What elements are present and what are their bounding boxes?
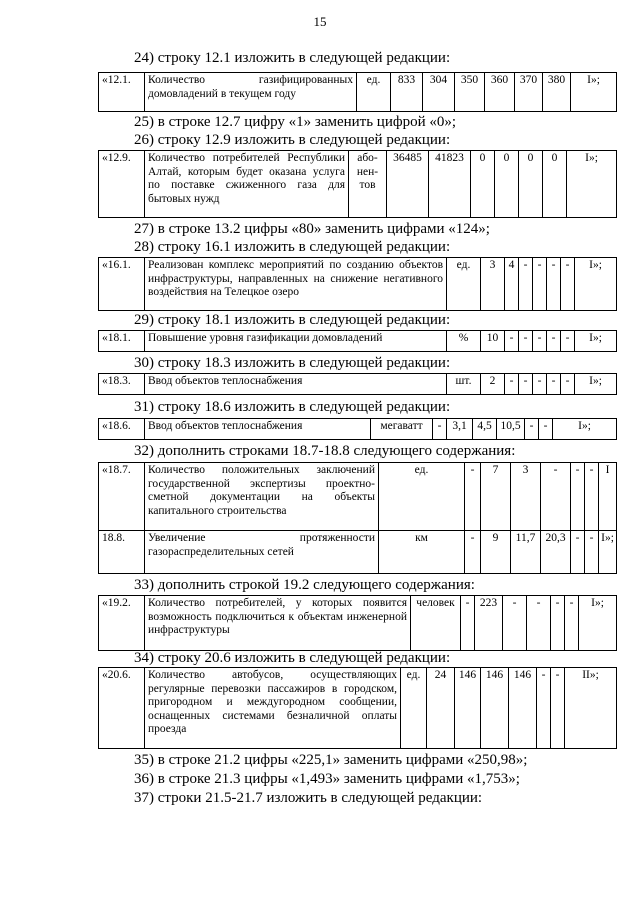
row-end: II»; <box>565 668 617 749</box>
value-3: 350 <box>455 73 485 112</box>
row-number: «12.1. <box>99 73 145 112</box>
value-3: - <box>519 331 533 352</box>
value-4: - <box>541 463 571 531</box>
value-2: - <box>505 331 519 352</box>
value-4: - <box>533 258 547 311</box>
value-4: - <box>533 331 547 352</box>
value-2: - <box>505 374 519 395</box>
row-end: I»; <box>599 531 617 574</box>
table-18-6 <box>98 418 617 440</box>
unit: або- нен- тов <box>349 151 387 218</box>
indicator-name: Количество потребителей, у которых появится возможность подключиться к объектам инженерной инфраструктуры <box>145 596 411 651</box>
value-2: 4 <box>505 258 519 311</box>
instruction-26: 26) строку 12.9 изложить в следующей редакции: <box>134 132 451 148</box>
indicator-name: Количество положительных заключений государственной экспертизы проектно-сметной документации на объекты капитального строительства <box>145 463 379 531</box>
value-6: - <box>561 331 575 352</box>
value-5: - <box>547 331 561 352</box>
instruction-28: 28) строку 16.1 изложить в следующей редакции: <box>134 239 451 255</box>
table-18-1 <box>98 330 617 352</box>
value-1: - <box>461 596 475 651</box>
value-6: - <box>565 596 579 651</box>
indicator-name: Ввод объектов теплоснабжения <box>145 419 371 440</box>
value-4: - <box>533 374 547 395</box>
value-6: - <box>585 463 599 531</box>
row-number: «20.6. <box>99 668 145 749</box>
unit: % <box>447 331 481 352</box>
value-4: 360 <box>485 73 515 112</box>
value-5: 370 <box>515 73 543 112</box>
row-end: I»; <box>575 374 617 395</box>
instruction-33: 33) дополнить строкой 19.2 следующего содержания: <box>134 577 475 593</box>
unit: ед. <box>357 73 391 112</box>
unit: человек <box>411 596 461 651</box>
value-5: - <box>547 258 561 311</box>
row-number: «18.1. <box>99 331 145 352</box>
row-end: I»; <box>567 151 617 218</box>
value-3: 0 <box>471 151 495 218</box>
row-number: «18.3. <box>99 374 145 395</box>
indicator-name: Количество газифицированных домовладений в текущем году <box>145 73 357 112</box>
value-2: 9 <box>481 531 511 574</box>
row-end: I»; <box>575 258 617 311</box>
value-1: 3 <box>481 258 505 311</box>
value-5: 0 <box>519 151 543 218</box>
table-row <box>99 151 617 218</box>
table-row <box>99 596 617 651</box>
row-number: «12.9. <box>99 151 145 218</box>
row-end: I»; <box>571 73 617 112</box>
value-3: - <box>503 596 527 651</box>
table-18-7-18-8 <box>98 462 617 574</box>
row-end: I»; <box>575 331 617 352</box>
value-3: 11,7 <box>511 531 541 574</box>
instruction-25: 25) в строке 12.7 цифру «1» заменить цифрой «0»; <box>134 114 457 130</box>
instruction-29: 29) строку 18.1 изложить в следующей редакции: <box>134 312 451 328</box>
value-3: - <box>519 258 533 311</box>
indicator-name: Реализован комплекс мероприятий по созданию объектов инфраструктуры, направленных на снижение негативного воздействия на Телецкое озеро <box>145 258 447 311</box>
table-19-2 <box>98 595 617 651</box>
value-4: 0 <box>495 151 519 218</box>
instruction-34: 34) строку 20.6 изложить в следующей редакции: <box>134 650 451 666</box>
value-6: - <box>561 374 575 395</box>
value-4: 10,5 <box>497 419 525 440</box>
value-2: 304 <box>423 73 455 112</box>
instruction-36: 36) в строке 21.3 цифры «1,493» заменить цифрами «1,753»; <box>134 771 520 787</box>
row-end: I <box>599 463 617 531</box>
unit: ед. <box>447 258 481 311</box>
table-row <box>99 374 617 395</box>
table-row <box>99 73 617 112</box>
indicator-name: Увеличение протяженности газораспределительных сетей <box>145 531 379 574</box>
unit: ед. <box>379 463 465 531</box>
value-5: - <box>537 668 551 749</box>
value-5: - <box>571 463 585 531</box>
table-row <box>99 668 617 749</box>
value-4: - <box>527 596 551 651</box>
value-1: 36485 <box>387 151 429 218</box>
table-12-1 <box>98 72 617 112</box>
row-end: I»; <box>579 596 617 651</box>
value-6: 380 <box>543 73 571 112</box>
value-5: - <box>571 531 585 574</box>
value-2: 3,1 <box>447 419 473 440</box>
table-row <box>99 531 617 574</box>
instruction-27: 27) в строке 13.2 цифры «80» заменить цифрами «124»; <box>134 221 490 237</box>
value-2: 7 <box>481 463 511 531</box>
unit: мегаватт <box>371 419 433 440</box>
value-3: - <box>519 374 533 395</box>
value-6: - <box>561 258 575 311</box>
row-number: «16.1. <box>99 258 145 311</box>
value-1: - <box>433 419 447 440</box>
row-number: 18.8. <box>99 531 145 574</box>
value-1: 2 <box>481 374 505 395</box>
value-3: 4,5 <box>473 419 497 440</box>
unit: шт. <box>447 374 481 395</box>
instruction-30: 30) строку 18.3 изложить в следующей редакции: <box>134 355 451 371</box>
table-18-3 <box>98 373 617 395</box>
table-16-1 <box>98 257 617 311</box>
table-row <box>99 258 617 311</box>
value-1: 833 <box>391 73 423 112</box>
indicator-name: Ввод объектов теплоснабжения <box>145 374 447 395</box>
instruction-35: 35) в строке 21.2 цифры «225,1» заменить цифрами «250,98»; <box>134 752 528 768</box>
table-row <box>99 419 617 440</box>
value-1: 10 <box>481 331 505 352</box>
value-1: 24 <box>427 668 455 749</box>
value-2: 146 <box>455 668 481 749</box>
instruction-32: 32) дополнить строками 18.7-18.8 следующего содержания: <box>134 443 516 459</box>
instruction-24: 24) строку 12.1 изложить в следующей редакции: <box>134 50 451 66</box>
table-row <box>99 331 617 352</box>
value-3: 3 <box>511 463 541 531</box>
instruction-31: 31) строку 18.6 изложить в следующей редакции: <box>134 399 451 415</box>
value-2: 223 <box>475 596 503 651</box>
page-number: 15 <box>313 14 327 29</box>
instruction-37: 37) строки 21.5-21.7 изложить в следующей редакции: <box>134 790 483 806</box>
value-6: - <box>585 531 599 574</box>
value-6: 0 <box>543 151 567 218</box>
value-1: - <box>465 463 481 531</box>
value-4: 20,3 <box>541 531 571 574</box>
value-6: - <box>551 668 565 749</box>
value-5: - <box>525 419 539 440</box>
table-12-9 <box>98 150 617 218</box>
value-2: 41823 <box>429 151 471 218</box>
value-5: - <box>551 596 565 651</box>
value-3: 146 <box>481 668 509 749</box>
table-row <box>99 463 617 531</box>
row-number: «19.2. <box>99 596 145 651</box>
value-5: - <box>547 374 561 395</box>
value-4: 146 <box>509 668 537 749</box>
value-6: - <box>539 419 553 440</box>
indicator-name: Повышение уровня газификации домовладений <box>145 331 447 352</box>
row-number: «18.6. <box>99 419 145 440</box>
row-end: I»; <box>553 419 617 440</box>
unit: км <box>379 531 465 574</box>
unit: ед. <box>401 668 427 749</box>
indicator-name: Количество потребителей Республики Алтай, которым будет оказана услуга по поставке сжиженного газа для бытовых нужд <box>145 151 349 218</box>
indicator-name: Количество автобусов, осуществляющих регулярные перевозки пассажиров в городском, пригородном и междугородном сообщении, оснащенных системами безналичной оплаты проезда <box>145 668 401 749</box>
row-number: «18.7. <box>99 463 145 531</box>
value-1: - <box>465 531 481 574</box>
table-20-6 <box>98 667 617 749</box>
